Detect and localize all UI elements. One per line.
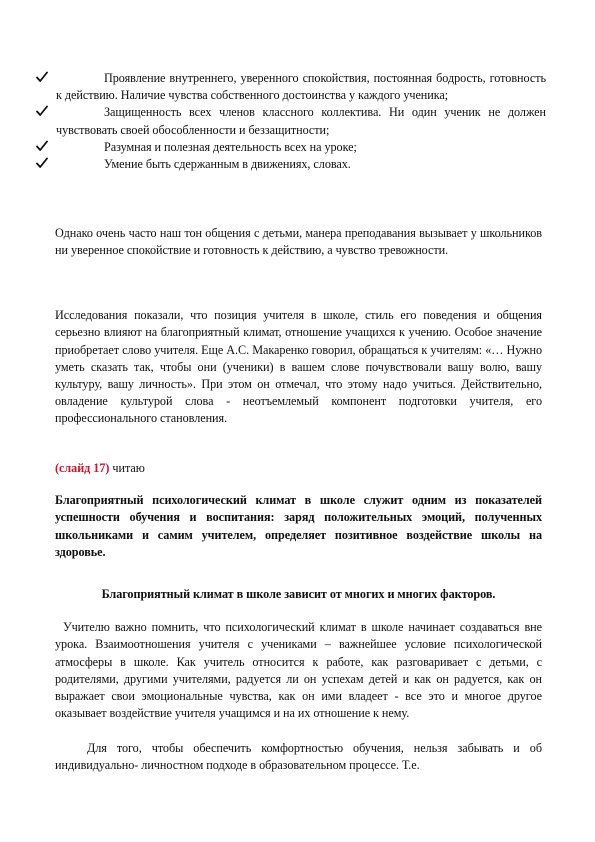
check-icon <box>36 140 48 152</box>
centered-heading: Благоприятный климат в школе зависит от многих и многих факторов. <box>101 587 496 602</box>
slide-reference-tail: читаю <box>109 461 145 476</box>
paragraph-comfort: Для того, чтобы обеспечить комфортностью обучения, нельзя забывать и об индивидуально- личностном подходе в образовательном процессе. Т.е. <box>55 741 542 773</box>
paragraph-teacher: Учителю важно помнить, что психологический климат в школе начинает создаваться вне урока. Взаимоотношения учителя с учениками – важнейшее условие психологической атмосферы в школе. Как учитель относится к работе, как разговаривает с детьми, с родителями, другими учителями, радуется ли он успехам детей и как он радуется, как он выражает свои эмоциональные чувства, как он ими владеет - все это и многое другое оказывает воздействие учителя учащимся и на их отношение к нему. <box>55 620 542 721</box>
checklist-item <box>36 139 546 156</box>
paragraph-climate-bold: Благоприятный психологический климат в школе служит одним из показателей успешности обучения и воспитания: заряд положительных эмоций, полученных школьниками и самим учителем, определяет позитивное воздействие школы на здоровье. <box>55 493 542 559</box>
checklist-item <box>36 104 546 138</box>
check-icon <box>36 105 48 117</box>
checklist-item-text: Защищенность всех членов классного коллектива. Ни один ученик не должен чувствовать своей обособленности и беззащитности; <box>56 105 546 137</box>
checklist-item-text: Разумная и полезная деятельность всех на уроке; <box>104 139 357 154</box>
paragraph-tone: Однако очень часто наш тон общения с детьми, манера преподавания вызывает у школьников ни уверенное спокойствие и готовность к действию, а чувство тревожности. <box>55 226 542 258</box>
paragraph-research: Исследования показали, что позиция учителя в школе, стиль его поведения и общения серьезно влияют на благоприятный климат, отношение учащихся к учению. Особое значение приобретает слово учителя. Еще А.С. Макаренко говорил, обращаться к учителям: «… Нужно уметь сказать так, чтобы они (ученики) в вашем слове почувствовали вашу волю, вашу культуру, вашу личность». При этом он отмечал, что этому надо учиться. Действительно, овладение культурой слова - неотъемлемый компонент подготовки учителя, его профессионального становления. <box>55 308 542 426</box>
checklist-item-text: Проявление внутреннего, уверенного спокойствия, постоянная бодрость, готовность к действию. Наличие чувства собственного достоинства у каждого ученика; <box>56 71 546 103</box>
checklist-item-text: Умение быть сдержанным в движениях, словах. <box>104 157 351 172</box>
checklist-item <box>36 70 546 104</box>
checklist <box>36 70 546 173</box>
checklist-item <box>36 156 546 173</box>
slide-reference: (слайд 17) <box>55 461 110 476</box>
check-icon <box>36 157 48 169</box>
check-icon <box>36 71 48 83</box>
slide-reference-line <box>55 460 542 477</box>
